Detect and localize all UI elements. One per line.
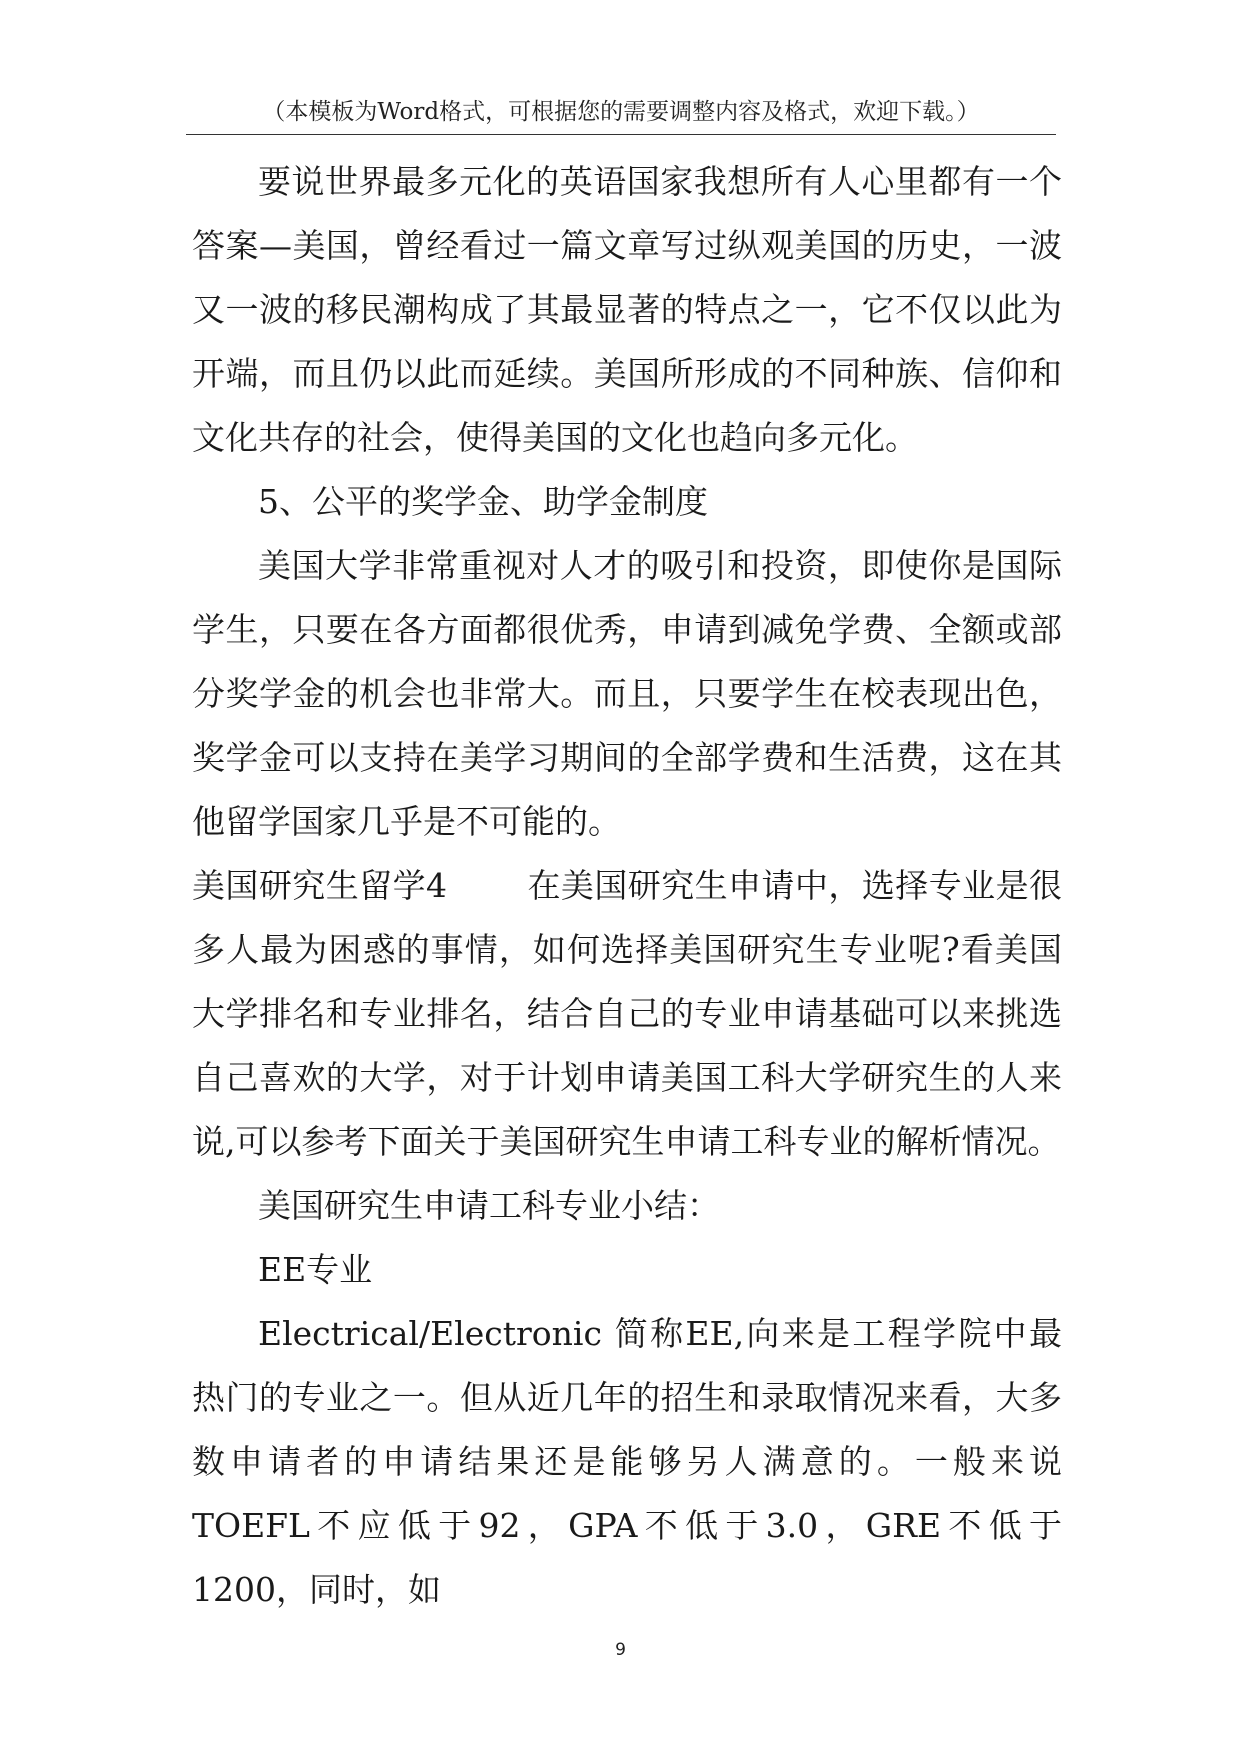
page-number: 9 — [615, 1640, 626, 1660]
header-divider — [186, 134, 1056, 135]
article-intro: 在美国研究生申请中，选择专业是很多人最为困惑的事情，如何选择美国研究生专业呢?看美国大学排名和专业排名，结合自己的专业申请基础可以来挑选自己喜欢的大学，对于计划申请美国工科大学研究生的人来说,可以参考下面关于美国研究生申请工科专业的解析情况。 — [192, 866, 1063, 1161]
article-title: 美国研究生留学4 — [192, 866, 448, 905]
page-header-note: （本模板为Word格式，可根据您的需要调整内容及格式，欢迎下载。） — [262, 99, 980, 125]
ee-major-heading: EE专业 — [258, 1250, 373, 1289]
document-body — [192, 150, 1062, 1622]
paragraph-graduate-study — [192, 854, 1062, 1174]
paragraph-diversity: 要说世界最多元化的英语国家我想所有人心里都有一个答案—美国，曾经看过一篇文章写过纵观美国的历史，一波又一波的移民潮构成了其最显著的特点之一，它不仅以此为开端，而且仍以此而延续。美国所形成的不同种族、信仰和文化共存的社会，使得美国的文化也趋向多元化。 — [192, 162, 1062, 457]
paragraph-ee-major: Electrical/Electronic 简称EE,向来是工程学院中最热门的专业之一。但从近几年的招生和录取情况来看，大多数申请者的申请结果还是能够另人满意的。一般来说TOEFL不应低于92，GPA不低于3.0，GRE不低于1200，同时，如 — [192, 1314, 1062, 1609]
section-heading-scholarship: 5、公平的奖学金、助学金制度 — [258, 482, 708, 521]
engineering-summary-heading: 美国研究生申请工科专业小结： — [258, 1186, 720, 1225]
paragraph-scholarship: 美国大学非常重视对人才的吸引和投资，即使你是国际学生，只要在各方面都很优秀，申请到减免学费、全额或部分奖学金的机会也非常大。而且，只要学生在校表现出色，奖学金可以支持在美学习期间的全部学费和生活费，这在其他留学国家几乎是不可能的。 — [192, 546, 1062, 841]
